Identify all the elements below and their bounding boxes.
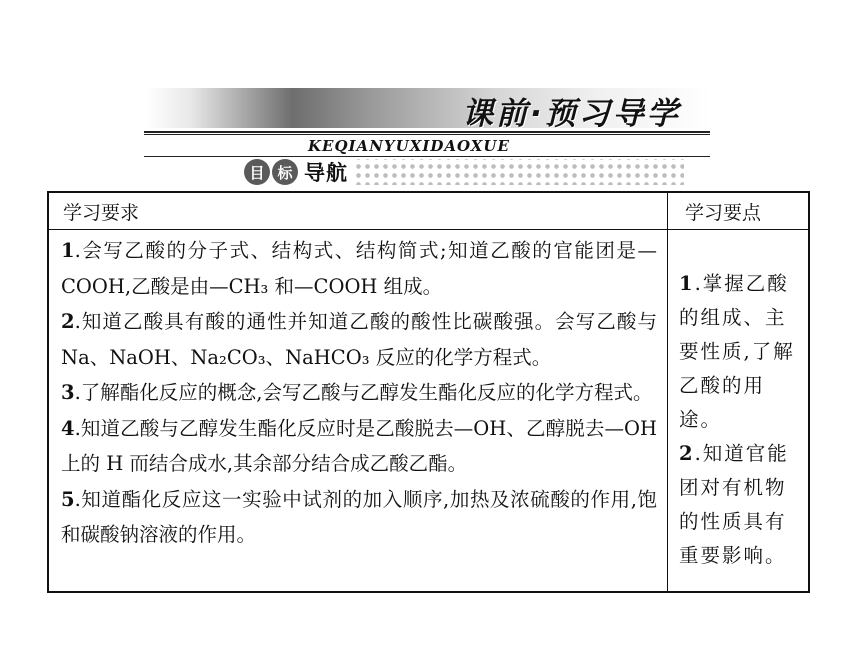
requirement-item: 1.会写乙酸的分子式、结构式、结构简式;知道乙酸的官能团是—COOH,乙酸是由—CH₃ 和—COOH 组成。 xyxy=(61,239,657,298)
requirements-cell xyxy=(61,233,657,553)
badge-label: 导航 xyxy=(304,161,348,185)
header-key-points: 学习要点 xyxy=(685,202,762,224)
badge-circle-2: 标 xyxy=(272,159,298,185)
section-banner xyxy=(144,84,714,188)
requirement-item: 4.知道乙酸与乙醇发生酯化反应时是乙酸脱去—OH、乙醇脱去—OH 上的 H 而结合成水,其余部分结合成乙酸乙酯。 xyxy=(61,416,657,475)
key-points-cell xyxy=(679,267,803,573)
banner-rule xyxy=(144,131,710,133)
dotted-decoration xyxy=(354,159,684,185)
banner-rule xyxy=(144,134,710,135)
banner-rule xyxy=(144,156,710,157)
header-requirements: 学习要求 xyxy=(63,202,140,224)
requirement-item: 3.了解酯化反应的概念,会写乙酸与乙醇发生酯化反应的化学方程式。 xyxy=(61,381,653,404)
key-point-item: 2.知道官能团对有机物的性质具有重要影响。 xyxy=(679,442,789,567)
goal-navigation-badge xyxy=(244,159,684,185)
column-divider xyxy=(667,193,668,591)
requirement-item: 2.知道乙酸具有酸的通性并知道乙酸的酸性比碳酸强。会写乙酸与 Na、NaOH、Na₂CO₃、NaHCO₃ 反应的化学方程式。 xyxy=(61,310,657,369)
key-point-item: 1.掌握乙酸的组成、主要性质,了解乙酸的用途。 xyxy=(679,272,795,431)
banner-pinyin: KEQIANYUXIDAOXUE xyxy=(308,137,510,155)
header-divider xyxy=(49,229,808,230)
banner-title: 课前·预习导学 xyxy=(462,96,681,132)
requirement-item: 5.知道酯化反应这一实验中试剂的加入顺序,加热及浓硫酸的作用,饱和碳酸钠溶液的作用。 xyxy=(61,487,657,546)
learning-goals-table xyxy=(47,191,810,593)
badge-circle-1: 目 xyxy=(244,159,270,185)
